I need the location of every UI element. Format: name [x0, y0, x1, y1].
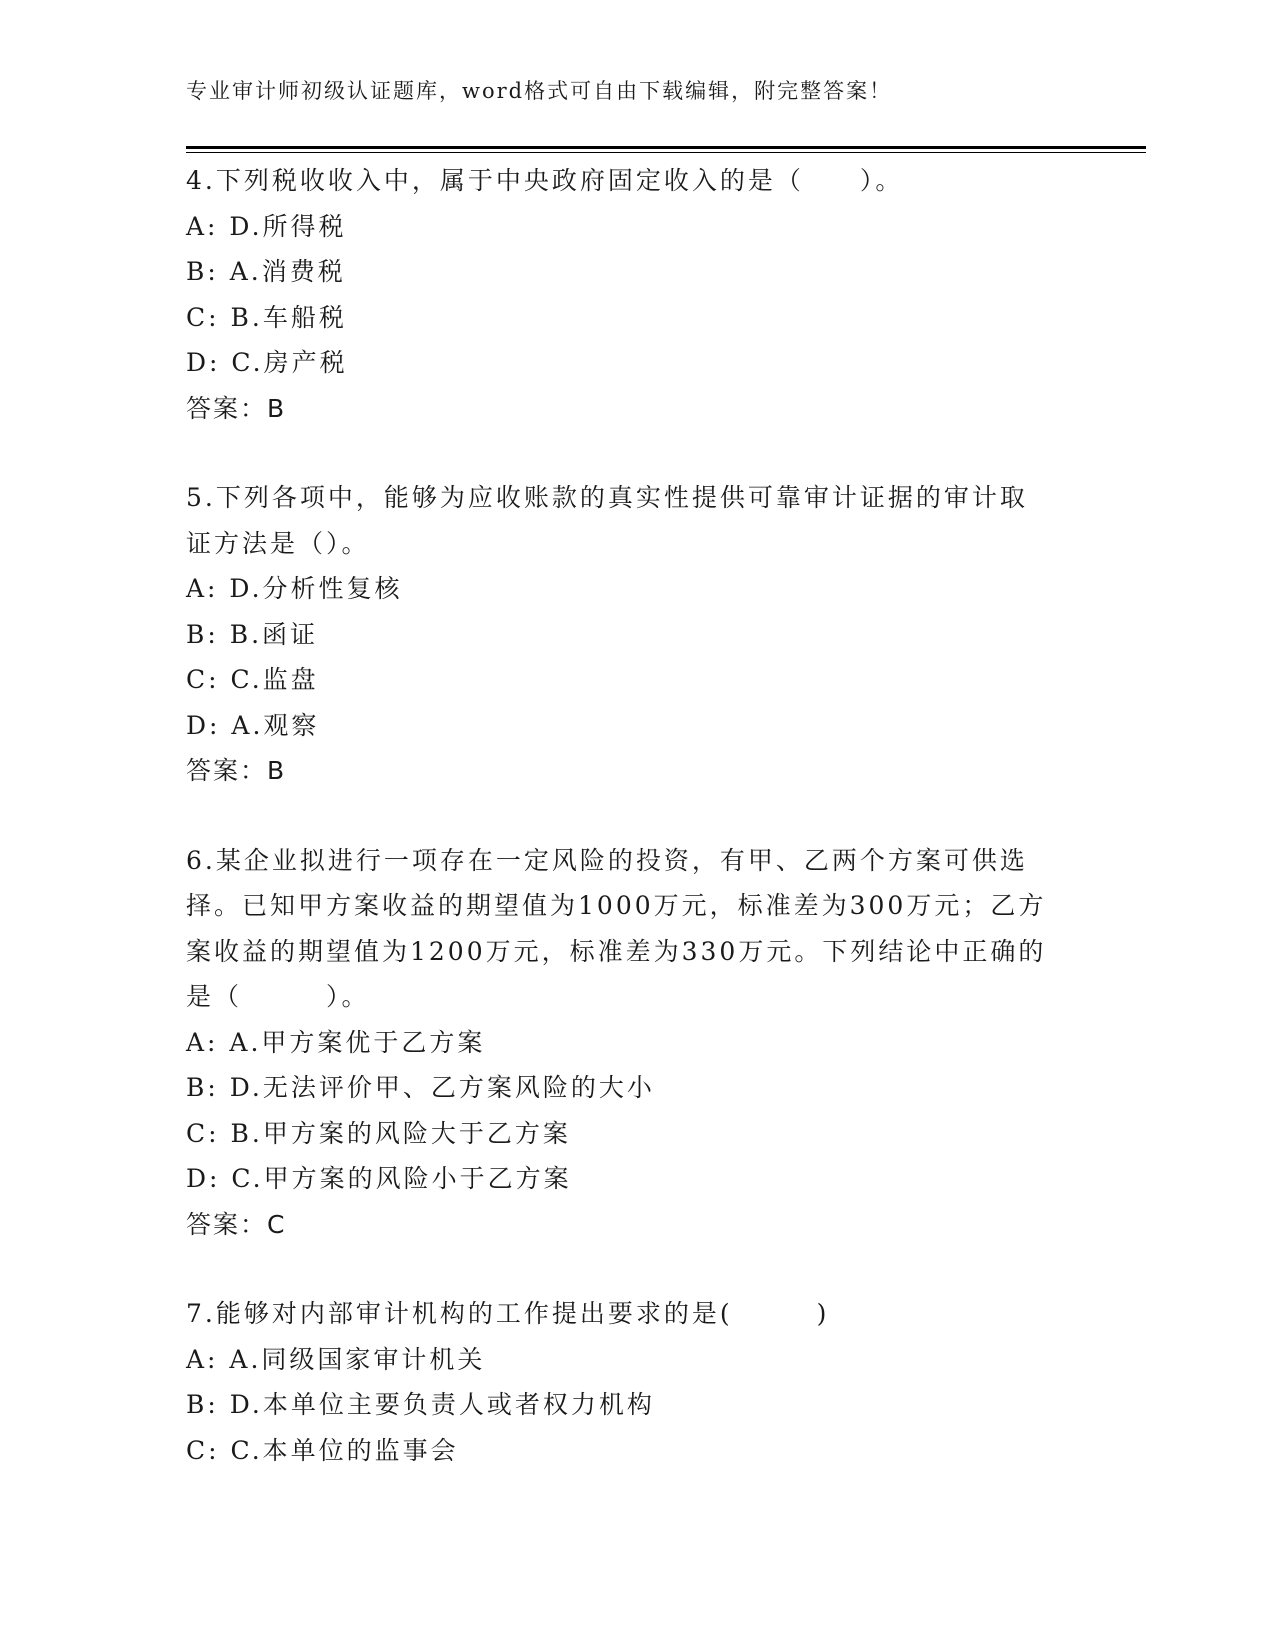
- header-rule-thick: [186, 146, 1146, 149]
- option-d: D: C.房产税: [186, 348, 348, 377]
- question-6: [186, 838, 1066, 1248]
- stem-line: 择。已知甲方案收益的期望值为1000万元，标准差为300万元；乙方: [186, 891, 1047, 920]
- option-c: C: B.车船税: [186, 302, 347, 332]
- option-a: A: D.所得税: [186, 211, 347, 241]
- option-b: B: A.消费税: [186, 257, 346, 286]
- question-stem: [186, 158, 1066, 204]
- stem-line: 证方法是（）。: [186, 528, 370, 558]
- stem-line: 7.能够对内部审计机构的工作提出要求的是( ): [186, 1299, 830, 1328]
- stem-line: 4.下列税收收入中，属于中央政府固定收入的是（ ）。: [186, 166, 904, 195]
- question-stem: [186, 1291, 1066, 1337]
- option-b: B: B.函证: [186, 619, 319, 649]
- option-c: C: C.本单位的监事会: [186, 1435, 459, 1465]
- question-stem: [186, 838, 1066, 1020]
- question-list: [186, 158, 1066, 1517]
- option-b: B: D.无法评价甲、乙方案风险的大小: [186, 1073, 655, 1102]
- answer: 答案：B: [186, 393, 287, 423]
- option-d: D: A.观察: [186, 710, 320, 740]
- question-4: [186, 158, 1066, 431]
- stem-line: 案收益的期望值为1200万元，标准差为330万元。下列结论中正确的: [186, 936, 1047, 966]
- option-a: A: D.分析性复核: [186, 574, 403, 603]
- stem-line: 6.某企业拟进行一项存在一定风险的投资，有甲、乙两个方案可供选: [186, 845, 1028, 875]
- question-stem: [186, 475, 1066, 566]
- option-a: A: A.甲方案优于乙方案: [186, 1027, 486, 1057]
- option-c: C: B.甲方案的风险大于乙方案: [186, 1118, 571, 1148]
- page-header: 专业审计师初级认证题库，word格式可自由下载编辑，附完整答案！: [186, 79, 893, 103]
- option-a: A: A.同级国家审计机关: [186, 1344, 486, 1374]
- option-b: B: D.本单位主要负责人或者权力机构: [186, 1390, 655, 1419]
- stem-line: 5.下列各项中，能够为应收账款的真实性提供可靠审计证据的审计取: [186, 483, 1028, 512]
- option-c: C: C.监盘: [186, 665, 319, 694]
- question-5: [186, 475, 1066, 794]
- question-7: [186, 1291, 1066, 1473]
- stem-line: 是（ ）。: [186, 982, 370, 1011]
- header-rule-thin: [186, 152, 1146, 153]
- answer: 答案：B: [186, 756, 287, 785]
- option-d: D: C.甲方案的风险小于乙方案: [186, 1164, 572, 1193]
- answer: 答案：C: [186, 1209, 287, 1239]
